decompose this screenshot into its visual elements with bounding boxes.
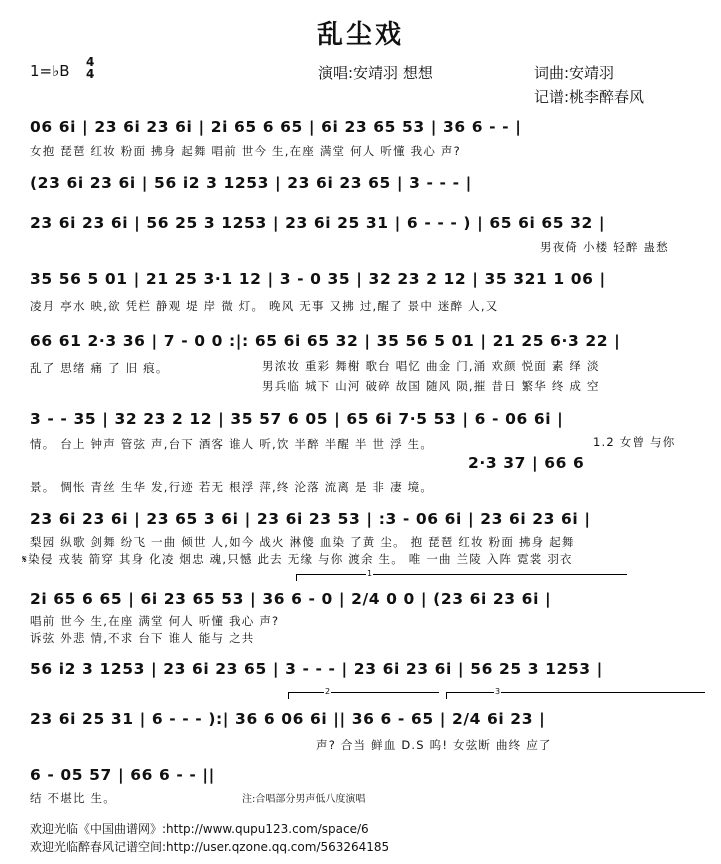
volta-bracket-1 [296,574,627,581]
time-top: 4 [86,55,95,69]
singers: 演唱:安靖羽 想想 [318,64,433,82]
lyric-line-5-male-b: 男兵临 城下 山河 破碎 故国 随风 陨,摧 昔日 繁华 终 成 空 [262,379,600,393]
score-line-11: 6 - 05 57 | 66 6 - - || [30,766,215,784]
chorus-note: 注:合唱部分男声低八度演唱 [242,794,366,805]
lyric-line-4: 凌月 亭水 映,欲 凭栏 静观 堤 岸 微 灯。 晚风 无事 又拂 过,醒了 景中 迷醉 人,又 [30,299,499,313]
lyric-line-6-second: 景。 惆怅 青丝 生华 发,行迹 若无 根浮 萍,终 沦落 流离 是 非 凄 境。 [30,480,434,494]
lyric-line-8: 唱前 世今 生,在座 满堂 何人 听懂 我心 声? [30,614,280,628]
song-title: 乱尘戏 [316,20,404,50]
score-line-7: 23 6i 23 6i | 23 65 3 6i | 23 6i 23 53 | :3 - 06 6i | 23 6i 23 6i | [30,510,591,528]
key-tonic: 1= [30,62,53,80]
lyric-line-6: 情。 台上 钟声 管弦 声,台下 酒客 谁人 听,饮 半醉 半醒 半 世 浮 生。 [30,437,434,451]
score-line-5: 66 61 2·3 36 | 7 - 0 0 :|: 65 6i 65 32 | 35 56 5 01 | 21 25 6·3 22 | [30,332,621,350]
key-note: ♭B [52,62,70,80]
volta-number-3: 3 [495,687,501,696]
footer-link-1: 欢迎光临《中国曲谱网》:http://www.qupu123.com/space/6 [30,822,369,836]
score-line-1: 06 6i | 23 6i 23 6i | 2i 65 6 65 | 6i 23 65 53 | 36 6 - - | [30,118,522,136]
volta-number-2: 2 [325,687,331,696]
lyric-line-10: 声? 合当 鲜血 D.S 呜! 女弦断 曲终 应了 [316,738,552,752]
score-line-6-mid: 2·3 37 | 66 6 [468,454,585,472]
lyric-line-11: 结 不堪比 生。 [30,791,116,805]
lyric-line-7-second: 𝄋染侵 戎装 箭穿 其身 化凌 烟忠 魂,只憾 此去 无缘 与你 渡余 生。 唯 一曲 兰陵 入阵 霓裳 羽衣 [22,552,573,566]
score-line-2: (23 6i 23 6i | 56 i2 3 1253 | 23 6i 23 65 | 3 - - - | [30,174,472,192]
volta-bracket-3 [446,692,705,699]
score-line-8: 2i 65 6 65 | 6i 23 65 53 | 36 6 - 0 | 2/4 0 0 | (23 6i 23 6i | [30,590,552,608]
lyric-line-8-second: 诉弦 外悲 情,不求 台下 谁人 能与 之共 [30,631,255,645]
score-line-9: 56 i2 3 1253 | 23 6i 23 65 | 3 - - - | 23 6i 23 6i | 56 25 3 1253 | [30,660,603,678]
key-signature [30,62,70,80]
score-line-6: 3 - - 35 | 32 23 2 12 | 35 57 6 05 | 65 6i 7·5 53 | 6 - 06 6i | [30,410,564,428]
lyric-line-1: 女抱 琵琶 红妆 粉面 拂身 起舞 唱前 世今 生,在座 满堂 何人 听懂 我心 声? [30,144,461,158]
lyric-line-6-tail: 1.2 女曾 与你 [593,435,676,449]
time-signature [86,56,94,80]
volta-bracket-2 [288,692,439,699]
lyric-line-5: 乱了 思绪 痛 了 旧 痕。 [30,361,169,375]
score-line-3: 23 6i 23 6i | 56 25 3 1253 | 23 6i 25 31 | 6 - - - ) | 65 6i 65 32 | [30,214,606,232]
composer: 词曲:安靖羽 [534,64,615,82]
volta-number-1: 1 [367,569,373,578]
lyric-line-5-male-a: 男浓妆 重彩 舞榭 歌台 唱忆 曲金 门,涌 欢颜 悦面 素 绎 淡 [262,359,600,373]
transcriber: 记谱:桃李醉春风 [534,88,645,106]
footer-link-2: 欢迎光临醉春风记谱空间:http://user.qzone.qq.com/563264185 [30,840,390,854]
score-line-10: 23 6i 25 31 | 6 - - - ):| 36 6 06 6i || 36 6 - 65 | 2/4 6i 23 | [30,710,546,728]
time-bottom: 4 [86,67,95,81]
lyric-line-3: 男夜倚 小楼 轻醉 蛊愁 [540,240,669,254]
lyric-line-7: 梨园 纵歌 剑舞 纷飞 一曲 倾世 人,如今 战火 淋傻 血染 了黄 尘。 抱 琵琶 红妆 粉面 拂身 起舞 [30,535,575,549]
score-line-4: 35 56 5 01 | 21 25 3·1 12 | 3 - 0 35 | 32 23 2 12 | 35 321 1 06 | [30,270,606,288]
